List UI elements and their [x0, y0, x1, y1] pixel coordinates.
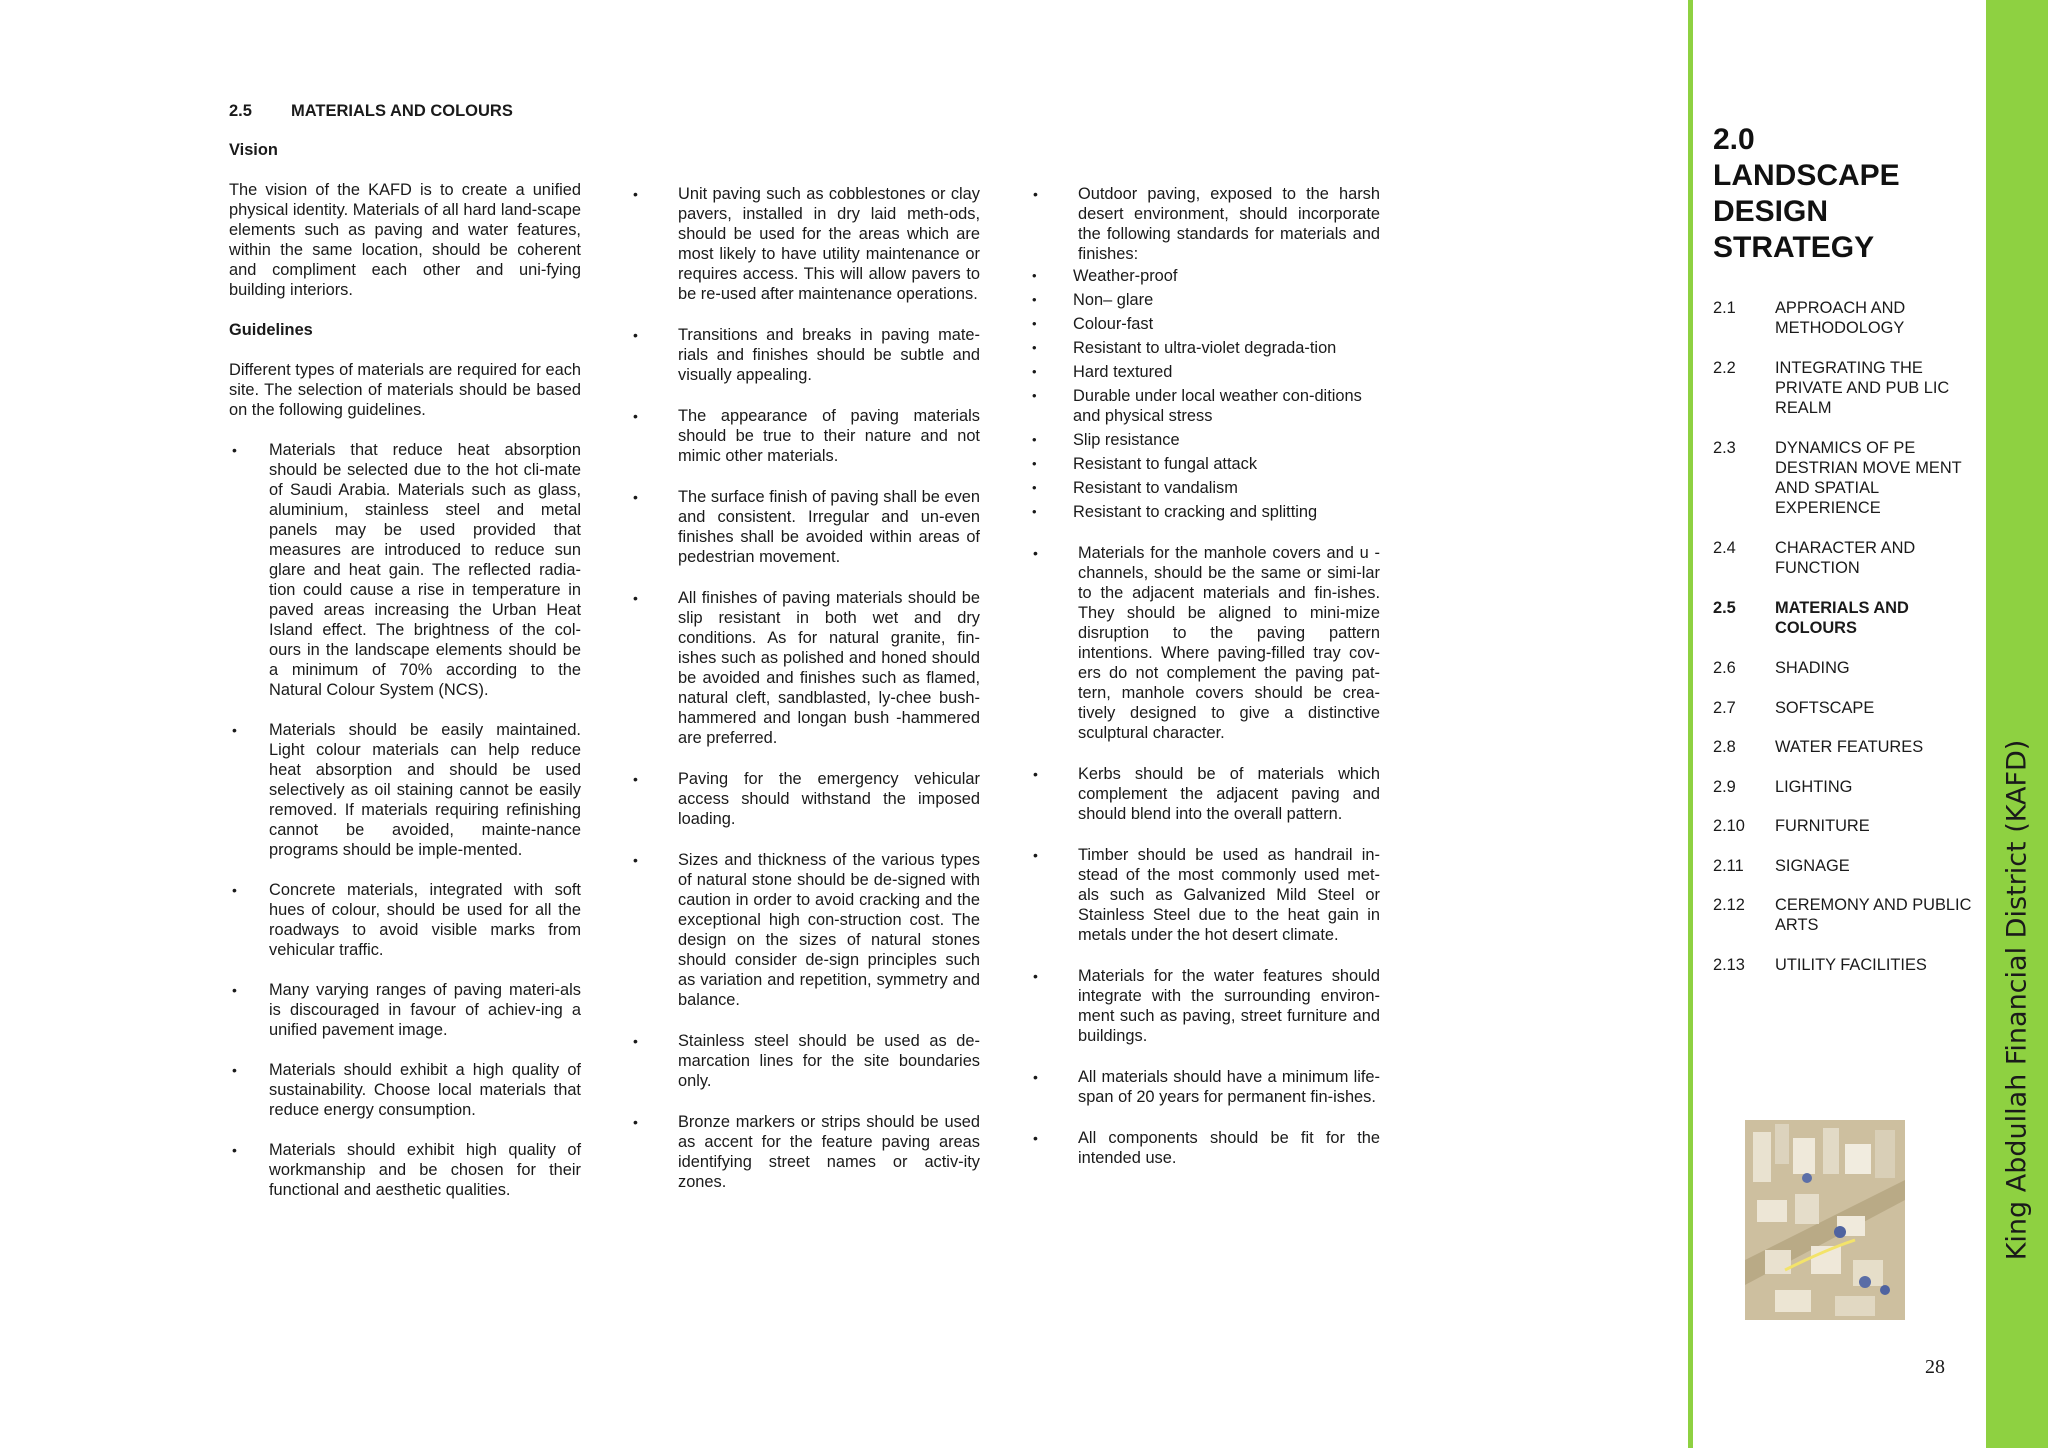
text-column-2 [633, 184, 980, 1213]
toc-item-2-9[interactable] [1713, 777, 1983, 797]
guidelines-list-col1 [229, 440, 581, 1200]
toc-number: 2.9 [1713, 777, 1736, 796]
toc-item-2-12[interactable] [1713, 895, 1983, 935]
list-item: • Stainless steel should be used as de-marcation lines for the site boundaries only. [633, 1031, 980, 1091]
toc-label: FURNITURE [1775, 817, 1870, 835]
toc-label: WATER FEATURES [1775, 738, 1924, 756]
list-item: • Sizes and thickness of the various types of natural stone should be de-signed with caution in order to avoid cracking and the exceptional high con-struction cost. The design on the sizes of natural stones should consider de-sign principles such as variation and repetition, symmetry and balance. [633, 850, 980, 1010]
sublist-item: • Resistant to ultra-violet degrada-tion [1033, 338, 1380, 358]
toc-number: 2.1 [1713, 299, 1736, 317]
list-item: • Paving for the emergency vehicular access should withstand the imposed loading. [633, 769, 980, 829]
list-item: • Materials that reduce heat absorption should be selected due to the hot cli-mate of Saudi Arabia. Materials such as glass, aluminium, stainless steel and metal panels may be used provided that measures are introduced to reduce sun glare and heat gain. The reflected radia-tion could cause a rise in temperature in paved areas increasing the Urban Heat Island effect. The brightness of the col-ours in the landscape elements should be a minimum of 70% according to the Natural Colour System (NCS). [229, 440, 581, 700]
sublist-item: • Colour-fast [1033, 314, 1380, 334]
list-item: • Materials should exhibit high quality of workmanship and be chosen for their functional and aesthetic qualities. [229, 1140, 581, 1200]
toc-label: MATERIALS AND COLOURS [1775, 599, 1909, 637]
toc-item-2-11[interactable] [1713, 856, 1983, 876]
outdoor-standards-list [1073, 266, 1380, 522]
district-aerial-thumbnail [1745, 1120, 1905, 1320]
sublist-item: • Slip resistance [1033, 430, 1380, 450]
list-item: • Unit paving such as cobblestones or clay pavers, installed in dry laid meth-ods, should be used for the areas which are most likely to have utility maintenance or requires access. This will allow pavers to be re-used after maintenance operations. [633, 184, 980, 304]
list-item-outdoor-paving [1033, 184, 1380, 522]
toc-item-2-6[interactable] [1713, 658, 1983, 678]
text-column-3 [1033, 184, 1380, 1189]
text-column-1 [229, 140, 581, 1220]
vision-paragraph: The vision of the KAFD is to create a unified physical identity. Materials of all hard land-scape elements such as paving and water features, within the same location, should be coherent and compliment each other and uni-fying building interiors. [229, 181, 581, 299]
list-item: • The surface finish of paving shall be even and consistent. Irregular and un-even finishes shall be avoided within areas of pedestrian movement. [633, 487, 980, 567]
toc-number: 2.11 [1713, 856, 1744, 875]
toc-number: 2.7 [1713, 698, 1736, 717]
list-item: • All materials should have a minimum life-span of 20 years for permanent fin-ishes. [1033, 1067, 1380, 1107]
toc-item-2-5-active[interactable] [1713, 598, 1983, 638]
toc-item-2-3[interactable] [1713, 438, 1983, 518]
list-item: • Many varying ranges of paving materi-als is discouraged in favour of achiev-ing a unified pavement image. [229, 980, 581, 1040]
toc-number: 2.8 [1713, 738, 1736, 756]
guidelines-list-col3 [1033, 184, 1380, 1168]
list-item: • Bronze markers or strips should be used as accent for the feature paving areas identifying street names or activ-ity zones. [633, 1112, 980, 1192]
toc-item-2-10[interactable] [1713, 816, 1983, 836]
list-item: • Transitions and breaks in paving mate-rials and finishes should be subtle and visually appealing. [633, 325, 980, 385]
district-vertical-title: King Abdullah Financial District (KAFD) [2001, 739, 2033, 1261]
toc-item-2-1[interactable] [1713, 298, 1983, 338]
sublist-item: • Hard textured [1033, 362, 1380, 382]
toc-number: 2.13 [1713, 956, 1745, 974]
sublist-item: • Resistant to cracking and splitting [1033, 502, 1380, 522]
toc-item-2-2[interactable] [1713, 358, 1983, 418]
toc-label: APPROACH AND METHODOLOGY [1775, 299, 1906, 337]
toc-item-2-8[interactable] [1713, 737, 1983, 757]
list-item: • Materials should exhibit a high quality of sustainability. Choose local materials that reduce energy consumption. [229, 1060, 581, 1120]
toc-label: CEREMONY AND PUBLIC ARTS [1775, 896, 1972, 934]
table-of-contents [1713, 298, 1983, 975]
toc-item-2-13[interactable] [1713, 955, 1983, 975]
toc-number: 2.3 [1713, 439, 1736, 457]
sublist-item: • Non– glare [1033, 290, 1380, 310]
section-heading [229, 102, 513, 121]
sublist-item: • Resistant to vandalism [1033, 478, 1380, 498]
outdoor-paving-text: Outdoor paving, exposed to the harsh desert environment, should incorporate the following standards for materials and finishes: [1078, 185, 1380, 263]
toc-label: LIGHTING [1775, 777, 1853, 796]
toc-number: 2.6 [1713, 659, 1736, 677]
toc-label: SHADING [1775, 659, 1850, 677]
section-title: MATERIALS AND COLOURS [291, 102, 513, 120]
toc-label: UTILITY FACILITIES [1775, 956, 1927, 974]
chapter-title: 2.0 LANDSCAPE DESIGN STRATEGY [1713, 123, 1900, 264]
sidebar-divider-line [1688, 0, 1693, 1448]
toc-label: SOFTSCAPE [1775, 698, 1875, 717]
list-item: • Materials for the manhole covers and u -channels, should be the same or simi-lar to the adjacent materials and fin-ishes. They should be aligned to mini-mize disruption to the paving pattern intentions. Where paving-filled tray cov-ers do not complement the paving pat-tern, manhole covers should be crea-tively designed to give a distinctive sculptural character. [1033, 543, 1380, 743]
sublist-item: • Durable under local weather con-ditions and physical stress [1033, 386, 1380, 426]
list-item: • Kerbs should be of materials which complement the adjacent paving and should blend into the overall pattern. [1033, 764, 1380, 824]
sublist-item: • Resistant to fungal attack [1033, 454, 1380, 474]
toc-number: 2.4 [1713, 539, 1736, 557]
list-item: • Materials for the water features should integrate with the surrounding environ-ment such as paving, street furniture and buildings. [1033, 966, 1380, 1046]
toc-label: INTEGRATING THE PRIVATE AND PUB LIC REALM [1775, 359, 1950, 417]
page-number: 28 [1925, 1356, 1945, 1378]
guidelines-intro: Different types of materials are required for each site. The selection of materials should be based on the following guidelines. [229, 361, 581, 419]
toc-number: 2.2 [1713, 359, 1736, 377]
list-item: • All finishes of paving materials should be slip resistant in both wet and dry conditions. As for natural granite, fin-ishes such as polished and honed should be avoided and finishes such as flamed, natural cleft, sandblasted, ly-chee bush-hammered and longan bush -hammered are preferred. [633, 588, 980, 748]
toc-label: SIGNAGE [1775, 856, 1850, 875]
vision-heading: Vision [229, 141, 278, 159]
toc-number: 2.10 [1713, 817, 1745, 835]
guidelines-heading: Guidelines [229, 321, 313, 339]
list-item: • Timber should be used as handrail in-stead of the most commonly used met-als such as Galvanized Mild Steel or Stainless Steel due to the heat gain in metals under the hot desert climate. [1033, 845, 1380, 945]
list-item: • All components should be fit for the intended use. [1033, 1128, 1380, 1168]
guidelines-list-col2 [633, 184, 980, 1192]
toc-item-2-7[interactable] [1713, 698, 1983, 718]
list-item: • Materials should be easily maintained. Light colour materials can help reduce heat absorption and should be used selectively as oil staining cannot be easily removed. If materials requiring refinishing cannot be avoided, mainte-nance programs should be imple-mented. [229, 720, 581, 860]
toc-label: DYNAMICS OF PE DESTRIAN MOVE MENT AND SPATIAL EXPERIENCE [1775, 439, 1962, 517]
toc-number: 2.5 [1713, 599, 1736, 617]
list-item: • The appearance of paving materials should be true to their nature and not mimic other materials. [633, 406, 980, 466]
toc-number: 2.12 [1713, 896, 1745, 914]
section-number: 2.5 [229, 102, 252, 120]
toc-label: CHARACTER AND FUNCTION [1775, 539, 1916, 577]
sublist-item: • Weather-proof [1033, 266, 1380, 286]
toc-item-2-4[interactable] [1713, 538, 1983, 578]
list-item: • Concrete materials, integrated with soft hues of colour, should be used for all the roadways to avoid visible marks from vehicular traffic. [229, 880, 581, 960]
